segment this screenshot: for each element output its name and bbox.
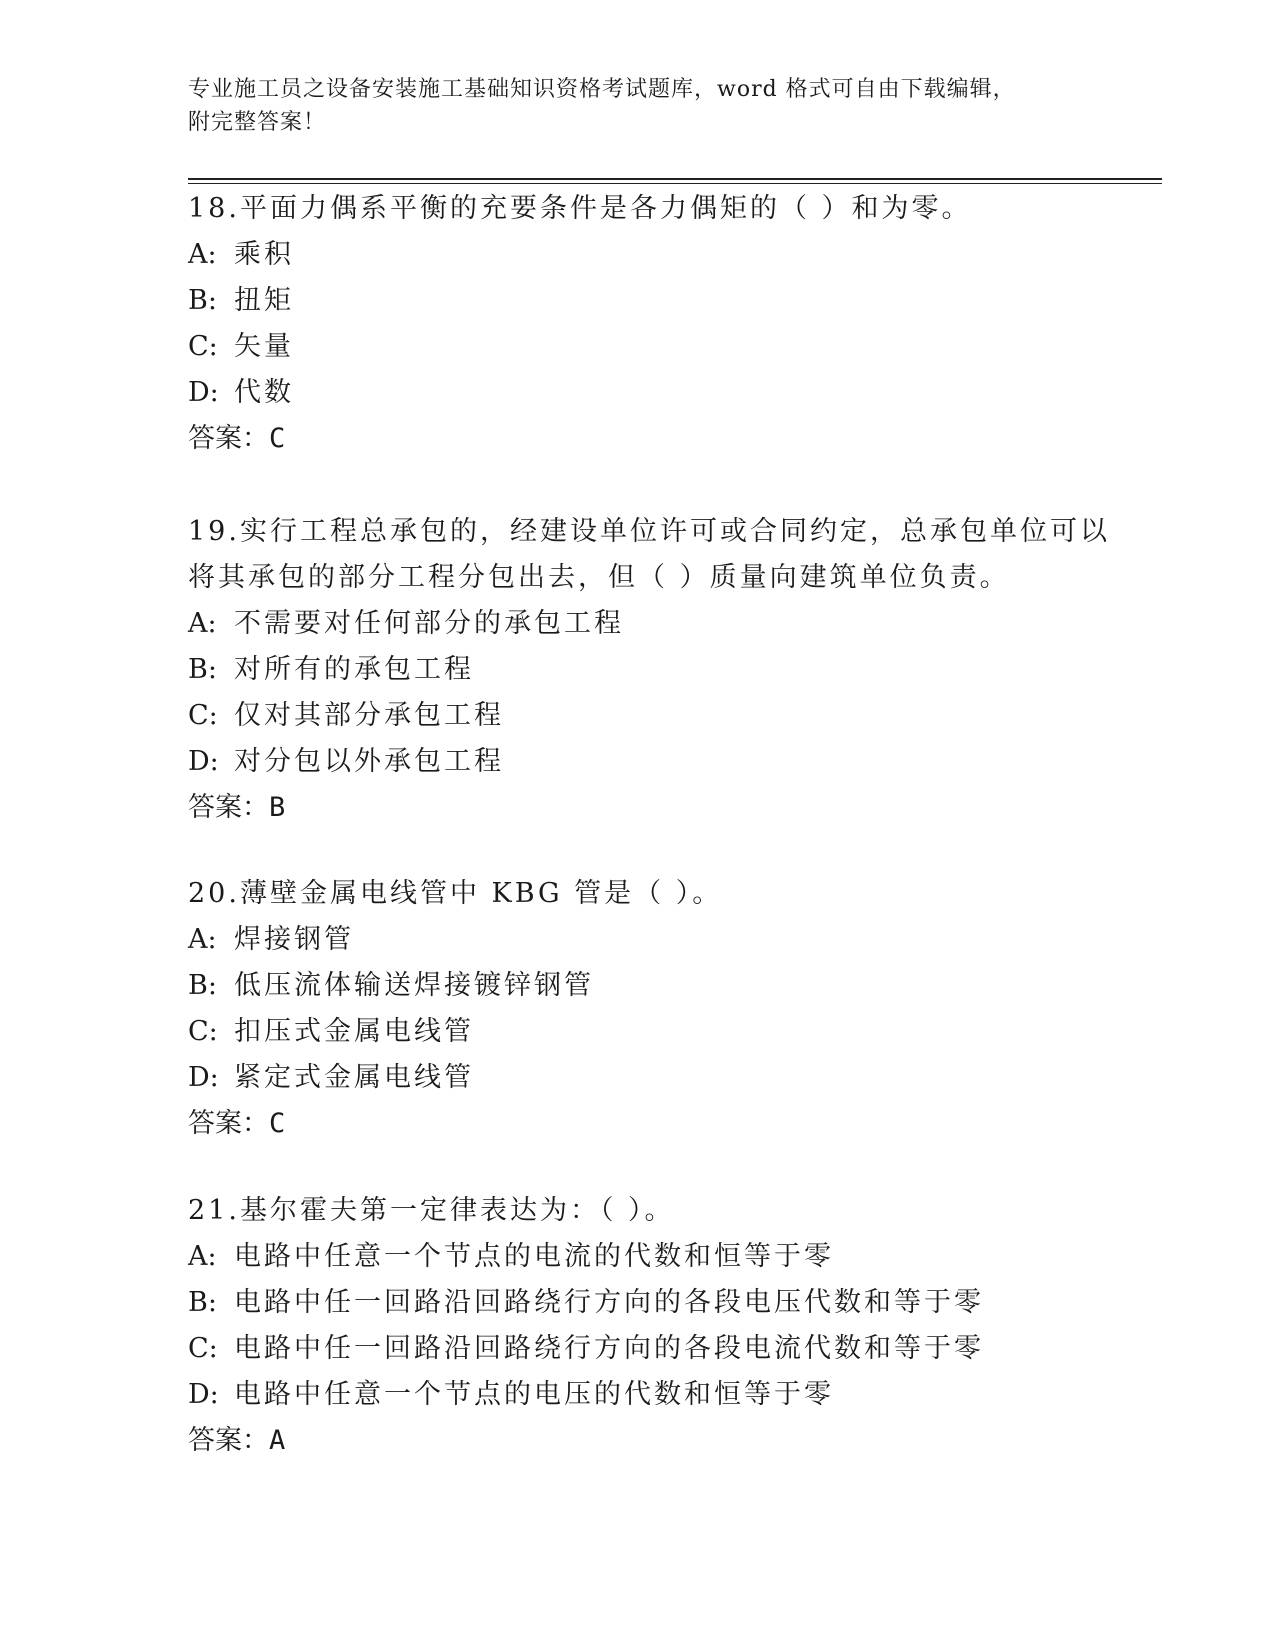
- question-stem: 21.基尔霍夫第一定律表达为：（ ）。: [188, 1195, 675, 1226]
- option-a: [188, 1234, 1138, 1280]
- option-d: [188, 370, 1138, 416]
- header-line-1: 专业施工员之设备安装施工基础知识资格考试题库，word 格式可自由下载编辑，: [188, 77, 1016, 102]
- option-text: 低压流体输送焊接镀锌钢管: [234, 970, 594, 1001]
- option-letter: A:: [188, 608, 217, 639]
- option-letter: D:: [188, 1062, 219, 1093]
- option-text: 电路中任一回路沿回路绕行方向的各段电压代数和等于零: [234, 1287, 984, 1318]
- option-text: 电路中任意一个节点的电压的代数和恒等于零: [234, 1379, 834, 1410]
- answer-label: 答案：: [188, 1108, 269, 1139]
- option-text: 电路中任意一个节点的电流的代数和恒等于零: [234, 1241, 834, 1272]
- answer-line: [188, 1418, 1138, 1464]
- option-text: 扭矩: [234, 285, 294, 316]
- option-a: [188, 232, 1138, 278]
- option-c: [188, 1326, 1138, 1372]
- option-text: 对分包以外承包工程: [234, 746, 504, 777]
- option-d: [188, 739, 1138, 785]
- option-text: 矢量: [234, 331, 294, 362]
- answer-line: [188, 785, 1138, 831]
- header-divider-thin: [188, 183, 1162, 184]
- option-text: 对所有的承包工程: [234, 654, 474, 685]
- question-stem: 20.薄壁金属电线管中 KBG 管是（ ）。: [188, 878, 723, 909]
- option-letter: B:: [188, 285, 217, 316]
- option-text: 焊接钢管: [234, 924, 354, 955]
- option-letter: B:: [188, 1287, 217, 1318]
- question-21: [188, 1188, 1138, 1464]
- option-c: [188, 693, 1138, 739]
- option-text: 不需要对任何部分的承包工程: [234, 608, 624, 639]
- question-18: [188, 186, 1138, 462]
- answer-line: [188, 416, 1138, 462]
- option-c: [188, 324, 1138, 370]
- option-a: [188, 917, 1138, 963]
- option-letter: B:: [188, 654, 217, 685]
- option-letter: C:: [188, 700, 218, 731]
- option-b: [188, 963, 1138, 1009]
- option-letter: D:: [188, 377, 219, 408]
- answer-label: 答案：: [188, 1425, 269, 1456]
- answer-value: C: [269, 1108, 286, 1139]
- document-header: [188, 73, 1088, 139]
- question-20: [188, 871, 1138, 1147]
- option-text: 紧定式金属电线管: [234, 1062, 474, 1093]
- option-d: [188, 1372, 1138, 1418]
- question-stem: 18.平面力偶系平衡的充要条件是各力偶矩的（ ）和为零。: [188, 193, 972, 224]
- answer-value: C: [269, 423, 286, 454]
- option-letter: C:: [188, 331, 218, 362]
- answer-label: 答案：: [188, 792, 269, 823]
- answer-value: B: [269, 792, 286, 823]
- option-letter: B:: [188, 970, 217, 1001]
- option-letter: C:: [188, 1016, 218, 1047]
- option-c: [188, 1009, 1138, 1055]
- question-stem: 19.实行工程总承包的，经建设单位许可或合同约定，总承包单位可以: [188, 516, 1110, 547]
- option-d: [188, 1055, 1138, 1101]
- answer-value: A: [269, 1425, 286, 1456]
- option-a: [188, 601, 1138, 647]
- option-letter: D:: [188, 1379, 219, 1410]
- option-b: [188, 647, 1138, 693]
- option-b: [188, 1280, 1138, 1326]
- header-line-2: 附完整答案！: [188, 110, 327, 135]
- option-letter: A:: [188, 924, 217, 955]
- option-text: 代数: [234, 377, 294, 408]
- header-divider-thick: [188, 178, 1162, 180]
- option-b: [188, 278, 1138, 324]
- question-stem-cont: 将其承包的部分工程分包出去，但（ ）质量向建筑单位负责。: [188, 562, 1010, 593]
- option-text: 乘积: [234, 239, 294, 270]
- option-text: 电路中任一回路沿回路绕行方向的各段电流代数和等于零: [234, 1333, 984, 1364]
- option-letter: A:: [188, 239, 217, 270]
- option-text: 扣压式金属电线管: [234, 1016, 474, 1047]
- option-letter: A:: [188, 1241, 217, 1272]
- option-letter: D:: [188, 746, 219, 777]
- answer-label: 答案：: [188, 423, 269, 454]
- option-text: 仅对其部分承包工程: [234, 700, 504, 731]
- answer-line: [188, 1101, 1138, 1147]
- option-letter: C:: [188, 1333, 218, 1364]
- question-19: [188, 509, 1138, 831]
